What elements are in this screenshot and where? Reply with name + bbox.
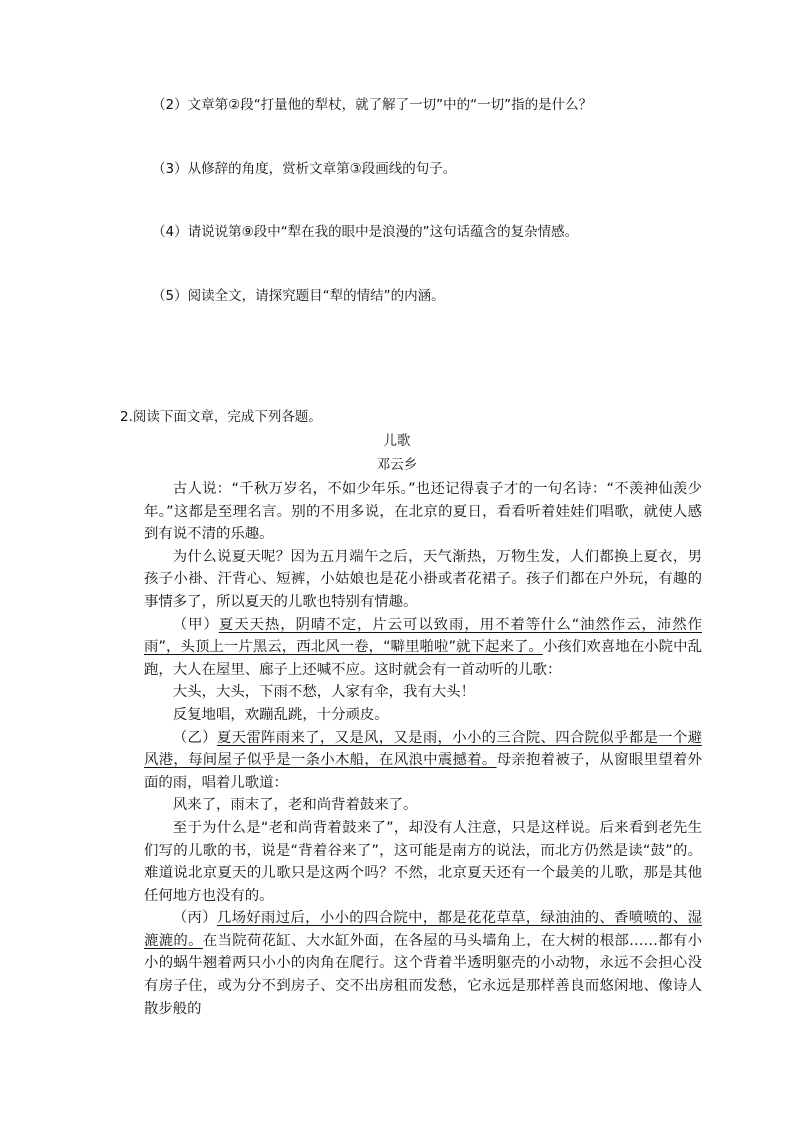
question-5: （5）阅读全文，请探究题目“犁的情结”的内涵。 — [152, 288, 445, 304]
paragraph-1: 古人说：“千秋万岁名，不如少年乐。”也还记得袁子才的一句名诗：“不羡神仙羡少年。”这都是至理名言。别的不用多说，在北京的夏日，看看听着娃娃们唱歌，就使人感到有说不清的乐趣。 — [144, 481, 702, 543]
paragraph-9 — [144, 907, 702, 1020]
question-4: （4）请说说第⑨段中“犁在我的眼中是浪漫的”这句话蕴含的复杂情感。 — [152, 224, 579, 240]
song-datou: 大头，大头，下雨不愁，人家有伞，我有大头！ — [172, 684, 476, 701]
underlined-sentence-jia: 夏天天热，阴晴不定，片云可以致雨，用不着等什么“油然作云，沛然作雨”，头顶上一片黑云，西北风一卷，“噼里啪啦”就下起来了。 — [144, 616, 702, 656]
article-title: 儿歌 — [383, 433, 411, 449]
question-3: （3）从修辞的角度，赏析文章第③段画线的句子。 — [152, 161, 457, 177]
paragraph-3-rest: 小孩们欢喜地在小院中乱跑，大人在屋里、廊子上还喊不应。这时就会有一首动听的儿歌： — [144, 639, 702, 678]
paragraph-6 — [144, 727, 702, 795]
article-body — [144, 478, 702, 1020]
section-heading: 2.阅读下面文章，完成下列各题。 — [120, 409, 322, 425]
paragraph-3 — [144, 614, 702, 682]
paragraph-8: 至于为什么是“老和尚背着鼓来了”，却没有人注意，只是这样说。后来看到老先生们写的儿歌的书，说是“背着谷来了”，这可能是南方的说法，而北方仍然是读“鼓”的。难道说北京夏天的儿歌只是这两个吗？不然，北京夏天还有一个最美的儿歌，那是其他任何地方也没有的。 — [144, 819, 702, 904]
song-fenglaile: 风来了，雨末了，老和尚背着鼓来了。 — [172, 797, 418, 814]
label-bing: （丙） — [172, 910, 217, 927]
paragraph-5: 反复地唱，欢蹦乱跳，十分顽皮。 — [172, 706, 389, 723]
underlined-sentence-bing: 几场好雨过后，小小的四合院中，都是花花草草，绿油油的、香喷喷的、湿漉漉的。 — [144, 910, 702, 949]
label-jia: （甲） — [172, 616, 219, 633]
question-2: （2）文章第②段“打量他的犁杖，就了解了一切”中的“一切”指的是什么？ — [152, 97, 593, 113]
article-author: 邓云乡 — [376, 457, 418, 473]
underlined-sentence-yi: 夏天雷阵雨来了，又是风，又是雨，小小的三合院、四合院似乎都是一个避风港，每间屋子似乎是一条小木船，在风浪中震撼着。 — [144, 729, 702, 769]
label-yi: （乙） — [172, 729, 217, 746]
paragraph-9-rest: 在当院荷花缸、大水缸外面，在各屋的马头墙角上，在大树的根部……都有小小的蜗牛翘着两只小小的肉角在爬行。这个背着半透明躯壳的小动物，永远不会担心没有房子住，或为分不到房子、交不出房租而发愁，它永远是那样善良而悠闲地、像诗人散步般的 — [144, 932, 702, 1017]
paragraph-6-rest: 母亲抱着被子，从窗眼里望着外面的雨，唱着儿歌道： — [144, 752, 702, 791]
paragraph-2: 为什么说夏天呢？因为五月端午之后，天气渐热，万物生发，人们都换上夏衣，男孩子小褂、汗背心、短裤，小姑娘也是花小褂或者花裙子。孩子们都在户外玩，有趣的事情多了，所以夏天的儿歌也特别有情趣。 — [144, 548, 702, 610]
